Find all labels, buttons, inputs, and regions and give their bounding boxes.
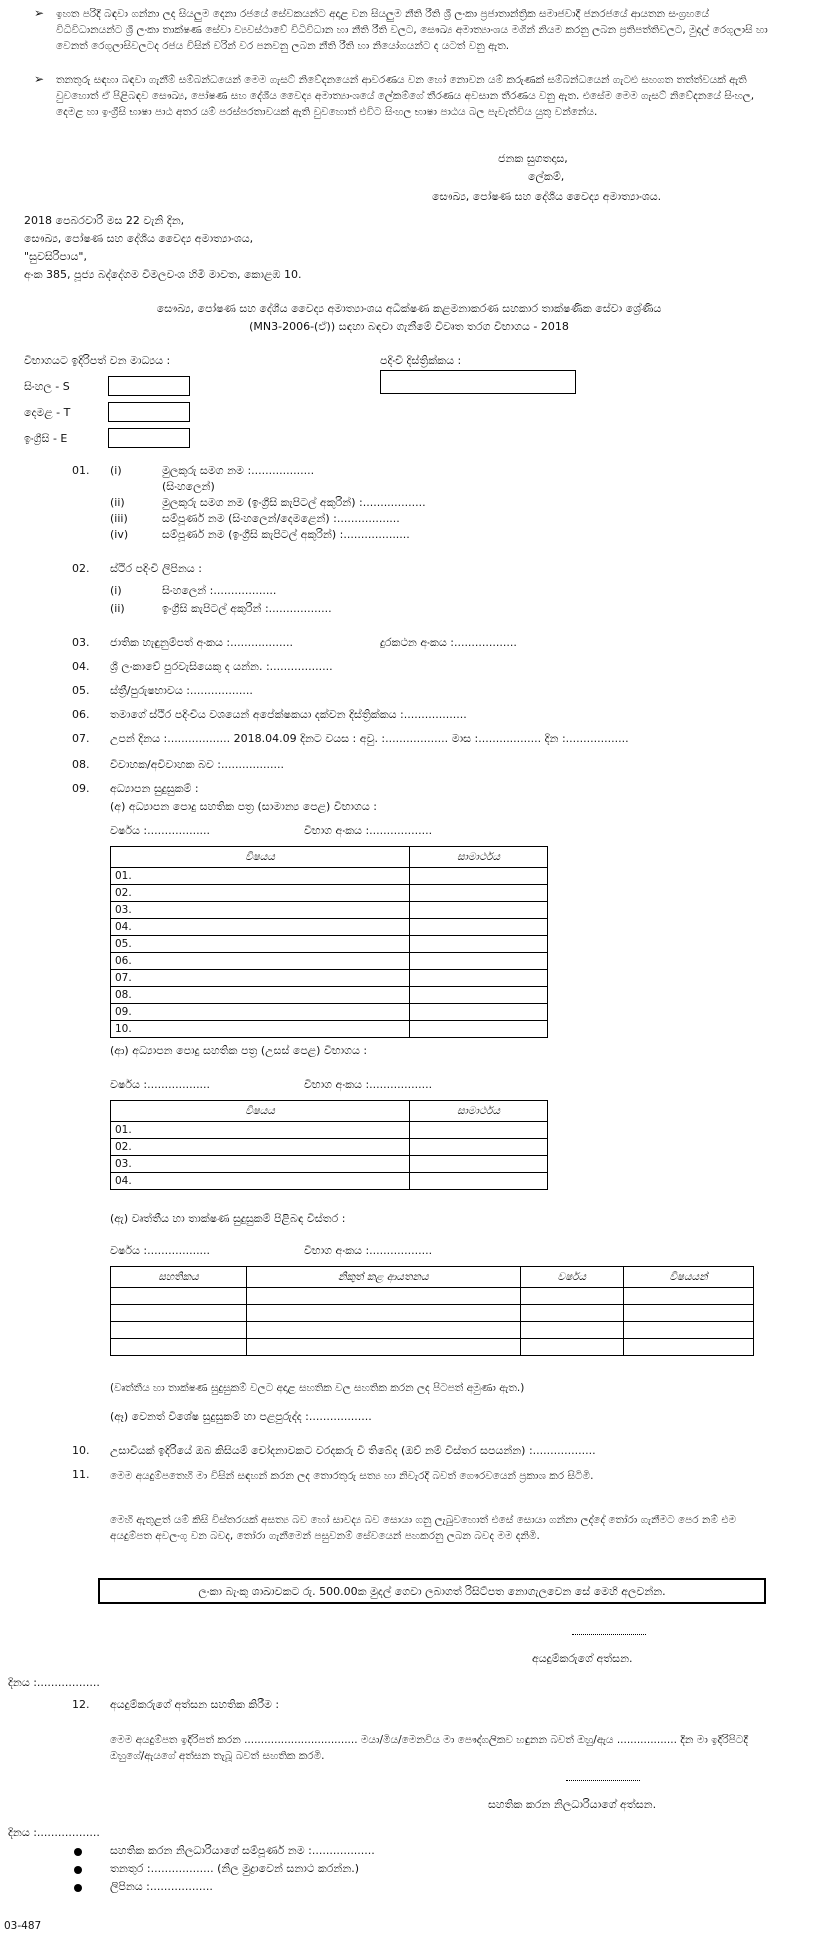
prof-cell[interactable] [246, 1322, 520, 1339]
q05-number: 05. [72, 684, 90, 697]
q02-i-field[interactable]: සිංහලෙන් :.................. [162, 584, 277, 597]
q01-iv-field[interactable]: සම්පූර්ණ නම (ඉංග්‍රීසි කැපිටල් අකුරින්) :................... [162, 528, 410, 541]
medium-label: විභාගයට ඉදිරිපත් වන මාධ්‍යය : [24, 354, 171, 367]
prof-cell[interactable] [623, 1339, 753, 1356]
district-input[interactable] [380, 370, 576, 394]
certification-paragraph: මෙම අයදුම්පත ඉදිරිපත් කරන .................................. මයා/මිය/මෙනවිය මා පෞද්ගලිකව හඳුනන බවත් ඔහු/ඇය .................. දින මා ඉදිරිපිටදී ඔහුගේ/ඇයගේ අත්සන තැබූ බවත් සහතික කරමි. [110, 1734, 749, 1762]
al-subject-cell[interactable]: 02. [111, 1139, 410, 1156]
q01-iii-marker: (iii) [110, 512, 128, 525]
ol-year-field[interactable]: වර්ෂය :.................. [110, 824, 211, 837]
q10-number: 10. [72, 1444, 90, 1457]
phone-field[interactable]: දුරකථන අංකය :.................. [380, 636, 517, 649]
ol-index-field[interactable]: විභාග අංකය :.................. [304, 824, 433, 837]
q01-i-field[interactable]: මුලකුරු සමග නම :.................. [162, 464, 315, 477]
al-subject-cell[interactable]: 04. [111, 1173, 410, 1190]
medium-tamil-label: දෙමළ - T [24, 406, 71, 419]
table-row [111, 953, 548, 970]
gender-field[interactable]: ස්ත්‍රී/පුරුෂභාවය :.................. [110, 684, 253, 697]
intro-paragraph-2: තනතුරු සඳහා බඳවා ගැනීම් සම්බන්ධයෙන් මෙම ගැසට් නිවේදනයෙන් ආවරණය වන හෝ නොවන යම් කරුණක් සම්බන්ධයෙන් ගැටළු සහගත තත්ත්වයක් ඇති වුවහොත් ඒ පිළිබඳව සෞඛ්‍ය, පෝෂණ සහ දේශීය වෛද්‍ය අමාත්‍යාංශයේ ලේකම්ගේ තීරණය අවසාන තීරණය වනු ඇත. එසේම මෙම ගැසට් නිවේදනයේ සිංහල, දෙමළ හා ඉංග්‍රීසි භාෂා පාඨ අතර යම් පරස්පරතාවයක් ඇති වුවහොත් එවිට සිංහල භාෂා පාඨය බල පැවැත්විය යුතු වන්නේය. [56, 74, 755, 118]
ol-subject-cell[interactable]: 02. [111, 885, 410, 902]
al-results-table [110, 1100, 548, 1190]
officer-signature-line[interactable] [566, 1780, 640, 1781]
prof-cell[interactable] [111, 1339, 247, 1356]
table-row [111, 1004, 548, 1021]
bank-receipt-note: ලංකා බැංකු ශාඛාවකට රු. 500.00ක මුදල් ගෙවා ලබාගත් රිසිට්පත නොගැලවෙන සේ මෙහි අලවන්න. [198, 1585, 666, 1598]
q11-number: 11. [72, 1468, 90, 1481]
ol-subject-cell[interactable]: 04. [111, 919, 410, 936]
prof-table-header [111, 1267, 754, 1288]
ol-pass-cell[interactable] [410, 1021, 548, 1038]
q09-number: 09. [72, 782, 90, 795]
officer-date-field[interactable]: දිනය :.................. [8, 1826, 100, 1839]
q02-number: 02. [72, 562, 90, 575]
prof-cell[interactable] [623, 1288, 753, 1305]
q08-number: 08. [72, 758, 90, 771]
citizenship-field[interactable]: ශ්‍රී ලංකාවේ පුරවැසියෙකු ද යන්න. :.................. [110, 660, 333, 673]
declaration-paragraph-1: මෙම අයදුම්පතෙහි මා විසින් සඳහන් කරන ලද තොරතුරු සත්‍ය හා නිවැරදි බවත් ගෞරවයෙන් ප්‍රකාශ කර සිටිමි. [110, 1470, 594, 1482]
q02-i-marker: (i) [110, 584, 122, 597]
signatory-title: ලේකම්, [528, 170, 565, 183]
prof-qual-note: (වෘත්තීය හා තාක්ෂණ සුදුසුකම් වලට අදාළ සහතික වල සහතික කරන ලද පිටපත් අමුණා ඇත.) [110, 1382, 525, 1394]
ol-pass-cell[interactable] [410, 902, 548, 919]
table-row [111, 1122, 548, 1139]
q04-number: 04. [72, 660, 90, 673]
q07-number: 07. [72, 732, 90, 745]
arrow-bullet-icon: ➢ [34, 6, 45, 20]
prof-cell[interactable] [246, 1305, 520, 1322]
prof-cell[interactable] [623, 1322, 753, 1339]
district-label: පදිංචි දිස්ත්‍රික්කය : [380, 354, 462, 367]
ol-subject-cell[interactable]: 01. [111, 868, 410, 885]
applicant-signature-line[interactable] [572, 1634, 646, 1635]
al-pass-cell[interactable] [410, 1139, 548, 1156]
table-row [111, 919, 548, 936]
prof-cell[interactable] [520, 1339, 623, 1356]
table-row [111, 970, 548, 987]
medium-tamil-box[interactable] [108, 402, 190, 422]
ol-pass-cell[interactable] [410, 936, 548, 953]
residence-district-field[interactable]: තමාගේ ස්ථිර පදිංචිය වශයෙන් අපේක්ෂකයා දක්වන දිස්ත්‍රික්කය :.................. [110, 708, 467, 721]
arrow-bullet-icon: ➢ [34, 72, 45, 86]
medium-english-label: ඉංග්‍රීසි - E [24, 432, 68, 445]
q01-number: 01. [72, 464, 90, 477]
intro-paragraph-1: ඉහත පරිදි බඳවා ගන්නා ලද සියලුම දෙනා රජයේ සේවකයන්ට අදාළ වන සියලුම නීති රීති ශ්‍රී ලංකා ප්‍රජාතාන්ත්‍රික සමාජවාදී ජනරජයේ ආයතන සංග්‍රහයේ විධිවිධානයන්ට ශ්‍රී ලංකා තාක්ෂණ සේවා ව්‍යවස්ථාවේ විධිවිධාන හා නීති රීති වලට, සෞඛ්‍ය අමාත්‍යාංශය මගින් නියම කරනු ලබන ප්‍රතිපත්තිවලට, මුදල් රෙගුලාසි හා වෙනත් රෙගුලාසිවලටද රජය විසින් වරින් වර පනවනු ලබන නීති රීති හා නියෝගයන්ට ද යටත් වනු ඇත. [56, 8, 768, 52]
bullet-dot-icon [74, 1866, 82, 1874]
ol-subject-cell[interactable]: 03. [111, 902, 410, 919]
signatory-name: ජනක සුගතදාස, [498, 152, 568, 165]
ol-exam-label: (අ) අධ්‍යාපන පොදු සහතික පත්‍ර (සාමාන්‍ය පෙළ) විභාගය : [110, 800, 378, 813]
officer-signature-label: සහතික කරන නිලධාරියාගේ අත්සන. [488, 1798, 657, 1811]
q02-ii-marker: (ii) [110, 602, 125, 615]
table-row [111, 868, 548, 885]
al-pass-cell[interactable] [410, 1173, 548, 1190]
q03-number: 03. [72, 636, 90, 649]
prof-cell[interactable] [111, 1288, 247, 1305]
al-col-subject: විෂයය [111, 1101, 410, 1122]
bullet-dot-icon [74, 1848, 82, 1856]
q01-iv-marker: (iv) [110, 528, 129, 541]
al-pass-cell[interactable] [410, 1156, 548, 1173]
ol-subject-cell[interactable]: 05. [111, 936, 410, 953]
q09-label: අධ්‍යාපන සුදුසුකම් : [110, 782, 199, 795]
table-row [111, 1288, 754, 1305]
bullet-dot-icon [74, 1884, 82, 1892]
professional-qual-table [110, 1266, 754, 1356]
q01-iii-field[interactable]: සම්පූර්ණ නම (සිංහලෙන්/දෙමළෙන්) :.................. [162, 512, 400, 525]
ol-pass-cell[interactable] [410, 919, 548, 936]
prof-cell[interactable] [111, 1322, 247, 1339]
table-row [111, 936, 548, 953]
q02-ii-field[interactable]: ඉංග්‍රීසි කැපිටල් අකුරින් :.................. [162, 602, 332, 615]
ol-col-subject: විෂයය [111, 847, 410, 868]
prof-cell[interactable] [111, 1305, 247, 1322]
table-row [111, 1339, 754, 1356]
table-row [111, 1156, 548, 1173]
q01-i-sub: (සිංහලෙන්) [162, 480, 215, 493]
ol-subject-cell[interactable]: 10. [111, 1021, 410, 1038]
ol-subject-cell[interactable]: 09. [111, 1004, 410, 1021]
ol-col-pass: සාමාර්ථය [410, 847, 548, 868]
table-row [111, 1139, 548, 1156]
conviction-field[interactable]: උසාවියක් ඉදිරියේ ඔබ කිසියම් චෝදනාවකට වරදකරු වී තිබේද (ඔව් නම් විස්තර සපයන්න) :.................. [110, 1444, 596, 1457]
address-line: අංක 385, පූජ්‍ය බද්දේගම විමලවංශ හිමි මාවත, කොළඹ 10. [24, 268, 302, 281]
medium-sinhala-box[interactable] [108, 376, 190, 396]
al-index-field[interactable]: විභාග අංකය :.................. [304, 1078, 433, 1091]
prof-index-field[interactable]: විභාග අංකය :.................. [304, 1244, 433, 1257]
prof-col-header: විෂයයන් [623, 1267, 753, 1288]
table-row [111, 1021, 548, 1038]
officer-name-field[interactable]: සහතික කරන නිලධාරියාගේ සම්පූර්ණ නම :.................. [110, 1844, 375, 1857]
marital-status-field[interactable]: විවාහක/අවිවාහක බව :.................. [110, 758, 284, 771]
prof-cell[interactable] [520, 1288, 623, 1305]
al-col-pass: සාමාර්ථය [410, 1101, 548, 1122]
officer-address-field[interactable]: ලිපිනය :.................. [110, 1880, 213, 1893]
table-row [111, 1305, 754, 1322]
medium-sinhala-label: සිංහල - S [24, 380, 70, 393]
q12-number: 12. [72, 1698, 90, 1711]
q12-label: අයදුම්කරුගේ අත්සන සහතික කිරීම : [110, 1698, 280, 1711]
prof-col-header: සහතිකය [111, 1267, 247, 1288]
officer-designation-field[interactable]: තනතුර :.................. (නිල මුද්‍රාවෙන් සනාථ කරන්න.) [110, 1862, 360, 1875]
table-row [111, 1322, 754, 1339]
prof-cell[interactable] [246, 1288, 520, 1305]
al-exam-label: (ආ) අධ්‍යාපන පොදු සහතික පත්‍ර (උසස් පෙළ) විභාගය : [110, 1044, 368, 1057]
table-row [111, 1173, 548, 1190]
prof-cell[interactable] [520, 1305, 623, 1322]
ol-pass-cell[interactable] [410, 987, 548, 1004]
q01-ii-field[interactable]: මුලකුරු සමග නම (ඉංග්‍රීසි කැපිටල් අකුරින්) :.................. [162, 496, 426, 509]
ministry-line: සෞඛ්‍ය, පෝෂණ සහ දේශීය වෛද්‍ය අමාත්‍යාංශය, [24, 232, 254, 245]
q01-i-marker: (i) [110, 464, 122, 477]
prof-cell[interactable] [246, 1339, 520, 1356]
ol-table-header [111, 847, 548, 868]
form-heading-2: (MN3-2006-(ඒ)) සඳහා බඳවා ගැනීමේ විවෘත තරග විභාගය - 2018 [249, 320, 569, 333]
ol-pass-cell[interactable] [410, 868, 548, 885]
ol-subject-cell[interactable]: 08. [111, 987, 410, 1004]
gazette-code: 03-487 [4, 1920, 42, 1932]
form-heading-1: සෞඛ්‍ය, පෝෂණ සහ දේශීය වෛද්‍ය අමාත්‍යාංශය අධීක්ෂණ කළමනාකරණ සහකාර තාක්ෂණික සේවා ශ්‍රේණිය [156, 302, 662, 315]
ol-results-table [110, 846, 548, 1038]
building-line: "සුවසිරිපාය", [24, 250, 87, 263]
other-qualifications-field[interactable]: (ඈ) වෙනත් විශේෂ සුදුසුකම් හා පළපුරුද්ද :.................. [110, 1410, 372, 1423]
al-table-header [111, 1101, 548, 1122]
professional-qual-label: (ඇ) වෘත්තීය හා තාක්ෂණ සුදුසුකම් පිළිබඳ විස්තර : [110, 1212, 346, 1225]
table-row [111, 987, 548, 1004]
signatory-ministry: සෞඛ්‍ය, පෝෂණ සහ දේශීය වෛද්‍ය අමාත්‍යාංශය. [432, 190, 662, 203]
birthdate-age-field[interactable]: උපන් දිනය :.................. 2018.04.09 දිනට වයස : අවු. :.................. මාස :.................. දින :.................. [110, 732, 629, 745]
medium-english-box[interactable] [108, 428, 190, 448]
q06-number: 06. [72, 708, 90, 721]
al-subject-cell[interactable]: 03. [111, 1156, 410, 1173]
applicant-signature-label: අයදුම්කරුගේ අත්සන. [532, 1652, 633, 1665]
prof-year-field[interactable]: වර්ෂය :.................. [110, 1244, 211, 1257]
al-subject-cell[interactable]: 01. [111, 1122, 410, 1139]
applicant-date-field[interactable]: දිනය :.................. [8, 1676, 100, 1689]
prof-col-header: වර්ෂය [520, 1267, 623, 1288]
ol-pass-cell[interactable] [410, 970, 548, 987]
ol-pass-cell[interactable] [410, 953, 548, 970]
table-row [111, 885, 548, 902]
ol-subject-cell[interactable]: 07. [111, 970, 410, 987]
prof-cell[interactable] [623, 1305, 753, 1322]
q01-ii-marker: (ii) [110, 496, 125, 509]
declaration-paragraph-2: මෙහි ඇතුළත් යම් කිසි විස්තරයක් අසත්‍ය බව හෝ සාවද්‍ය බව සොයා ගනු ලැබුවහොත් එසේ සොයා ගන්නා ලද්දේ තෝරා ගැනීමට පෙර නම් එම අයදුම්පත අවලංගු වන බවද, තෝරා ගැනීමෙන් පසුවනම් සේවයෙන් පහකරනු ලබන බවද මම දනිමි. [110, 1514, 737, 1542]
prof-cell[interactable] [520, 1322, 623, 1339]
prof-col-header: නිකුත් කළ ආයතනය [246, 1267, 520, 1288]
table-row [111, 902, 548, 919]
al-pass-cell[interactable] [410, 1122, 548, 1139]
q02-label: ස්ථිර පදිංචි ලිපිනය : [110, 562, 202, 575]
ol-subject-cell[interactable]: 06. [111, 953, 410, 970]
bank-receipt-box[interactable] [98, 1578, 766, 1604]
nic-field[interactable]: ජාතික හැඳුනුම්පත් අංකය :.................. [110, 636, 294, 649]
ol-pass-cell[interactable] [410, 1004, 548, 1021]
al-year-field[interactable]: වර්ෂය :.................. [110, 1078, 211, 1091]
date-line: 2018 පෙබරවාරි මස 22 වැනි දින, [24, 214, 185, 227]
ol-pass-cell[interactable] [410, 885, 548, 902]
